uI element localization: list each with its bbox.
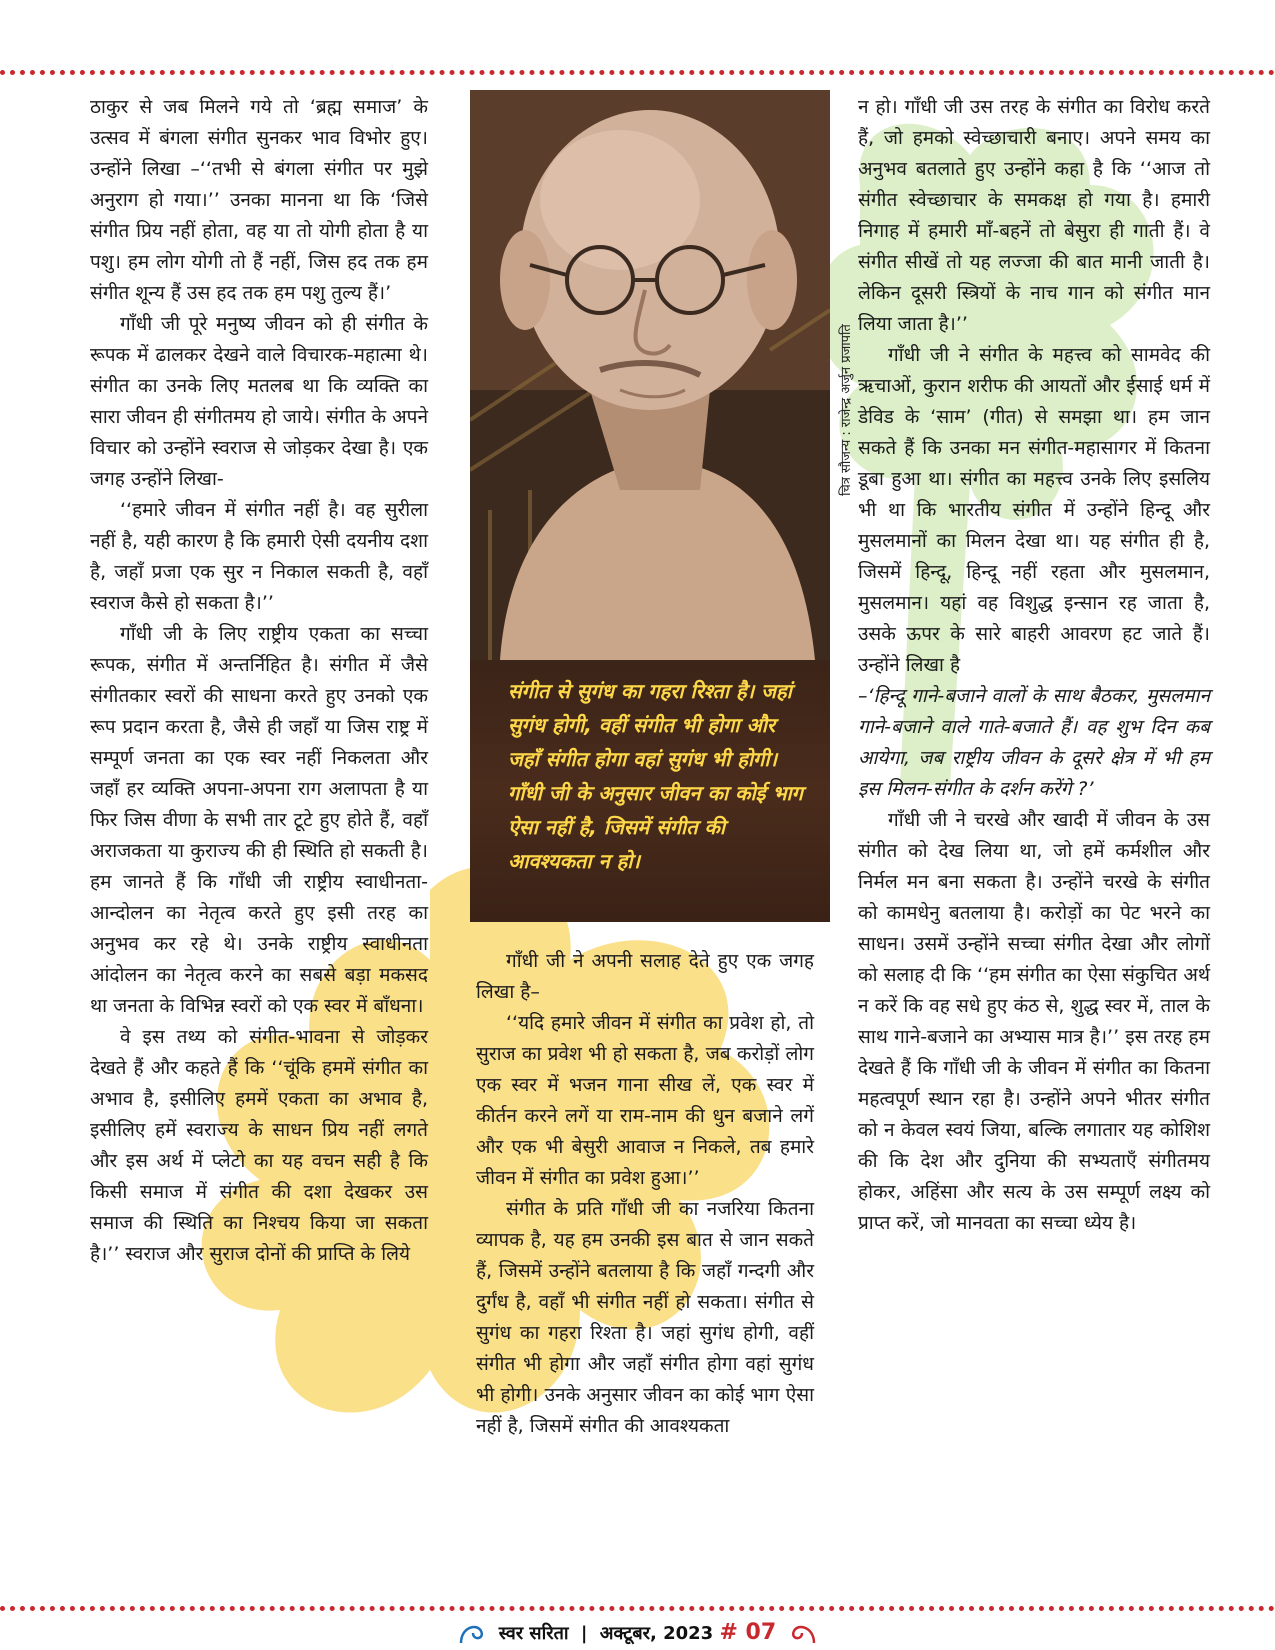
swirl-left-icon bbox=[459, 1623, 493, 1645]
photo-credit: चित्र सौजन्य : राजेन्द्र अर्जुन प्रजापति bbox=[839, 324, 854, 496]
top-dotted-border bbox=[0, 70, 1275, 75]
magazine-name: स्वर सरिता bbox=[498, 1623, 569, 1644]
quote-paragraph: ‘‘यदि हमारे जीवन में संगीत का प्रवेश हो, तो सुराज का प्रवेश भी हो सकता है, जब करोड़ों लोग एक स्वर में भजन गाना सीख लें, एक स्वर में कीर्तन करने लगें या राम-नाम की धुन बजाने लगें और एक भी बेसुरी आवाज न निकले, तब हमारे जीवन में संगीत का प्रवेश हुआ।’’ bbox=[476, 1012, 814, 1189]
gandhi-statue-photo bbox=[470, 90, 830, 660]
paragraph: संगीत के प्रति गाँधी जी का नजरिया कितना व्यापक है, यह हम उनकी इस बात से जान सकते हैं, जिसमें उन्होंने बतलाया है कि जहाँ गन्दगी और दुर्गंध है, वहाँ भी संगीत नहीं हो सकता। संगीत से सुगंध का गहरा रिश्ता है। जहां सुगंध होगी, वहीं संगीत भी होगा और जहाँ संगीत होगा वहां सुगंध भी होगी। उनके अनुसार जीवन का कोई भाग ऐसा नहीं है, जिसमें संगीत की आवश्यकता bbox=[476, 1198, 814, 1437]
page-footer bbox=[0, 1620, 1275, 1646]
swirl-right-icon bbox=[782, 1623, 816, 1645]
paragraph: न हो। गाँधी जी उस तरह के संगीत का विरोध करते हैं, जो हमको स्वेच्छाचारी बनाए। अपने समय का अनुभव बतलाते हुए उन्होंने कहा है कि ‘‘आज तो संगीत स्वेच्छाचार के समकक्ष हो गया है। हमारी निगाह में हमारी माँ-बहनें तो बेसुरा ही गाती हैं। वे संगीत सीखें तो यह लज्जा की बात मानी जाती है। लेकिन दूसरी स्त्रियों के नाच गान को संगीत मान लिया जाता है।’’ bbox=[858, 96, 1210, 335]
paragraph: ठाकुर से जब मिलने गये तो ‘ब्रह्म समाज’ के उत्सव में बंगला संगीत सुनकर भाव विभोर हुए। उन्होंने लिखा –‘‘तभी से बंगला संगीत पर मुझे अनुराग हो गया।’’ उनका मानना था कि ‘जिसे संगीत प्रिय नहीं होता, वह या तो योगी होता है या पशु। हम लोग योगी तो हैं नहीं, जिस हद तक हम संगीत शून्य हैं उस हद तक हम पशु तुल्य हैं।’ bbox=[90, 96, 428, 304]
issue-date: अक्टूबर, 2023 bbox=[599, 1623, 714, 1644]
paragraph: गाँधी जी ने संगीत के महत्त्व को सामवेद की ऋचाओं, कुरान शरीफ की आयतों और ईसाई धर्म में डेविड के ‘साम’ (गीत) से समझा था। हम जान सकते हैं कि उनका मन संगीत-महासागर में कितना डूबा हुआ था। संगीत का महत्त्व उनके लिए इसलिय भी था कि भारतीय संगीत में उन्होंने हिन्दू और मुसलमानों का मिलन देखा था। यह संगीत ही है, जिसमें हिन्दू, हिन्दू नहीं रहता और मुसलमान, मुसलमान। यहां वह विशुद्ध इन्सान रह जाता है, उसके ऊपर के सारे बाहरी आवरण हट जाते हैं। उन्होंने लिखा है bbox=[858, 344, 1210, 676]
article-column-middle bbox=[476, 946, 814, 1442]
pull-quote-text: संगीत से सुगंध का गहरा रिश्ता है। जहां सुगंध होगी, वहीं संगीत भी होगा और जहाँ संगीत होगा वहां सुगंध भी होगी। गाँधी जी के अनुसार जीवन का कोई भाग ऐसा नहीं है, जिसमें संगीत की आवश्यकता न हो। bbox=[508, 679, 803, 873]
paragraph: गाँधी जी पूरे मनुष्य जीवन को ही संगीत के रूपक में ढालकर देखने वाले विचारक-महात्मा थे। संगीत का उनके लिए मतलब था कि व्यक्ति का सारा जीवन ही संगीतमय हो जाये। संगीत के अपने विचार को उन्होंने स्वराज से जोड़कर देखा है। एक जगह उन्होंने लिखा- bbox=[90, 313, 428, 490]
pull-quote-box bbox=[470, 660, 830, 922]
paragraph: गाँधी जी के लिए राष्ट्रीय एकता का सच्चा रूपक, संगीत में अन्तर्निहित है। संगीत में जैसे संगीतकार स्वरों की साधना करते हुए उनको एक रूप प्रदान करता है, जैसे ही जहाँ या जिस राष्ट्र में सम्पूर्ण जनता का एक स्वर नहीं निकलता और जहाँ हर व्यक्ति अपना-अपना राग अलापता है या फिर जिस वीणा के सभी तार टूटे हुए होते हैं, वहाँ अराजकता या कुराज्य की ही स्थिति हो सकती है। हम जानते हैं कि गाँधी जी राष्ट्रीय स्वाधीनता-आन्दोलन का नेतृत्व करते हुए इसी तरह का अनुभव कर रहे थे। उनके राष्ट्रीय स्वाधीनता आंदोलन का नेतृत्व करने का सबसे बड़ा मकसद था जनता के विभिन्न स्वरों को एक स्वर में बाँधना। bbox=[90, 623, 428, 1017]
italic-quote-paragraph: –‘हिन्दू गाने-बजाने वालों के साथ बैठकर, मुसलमान गाने-बजाने वाले गाते-बजाते हैं। वह शुभ दिन कब आयेगा, जब राष्ट्रीय जीवन के दूसरे क्षेत्र में भी हम इस मिलन-संगीत के दर्शन करेंगे ?’ bbox=[858, 685, 1210, 800]
quote-paragraph: ‘‘हमारे जीवन में संगीत नहीं है। वह सुरीला नहीं है, यही कारण है कि हमारी ऐसी दयनीय दशा है, जहाँ प्रजा एक सुर न निकाल सकती है, वहाँ स्वराज कैसे हो सकता है।’’ bbox=[90, 499, 428, 614]
footer-separator: | bbox=[580, 1623, 588, 1644]
paragraph: गाँधी जी ने अपनी सलाह देते हुए एक जगह लिखा है– bbox=[476, 950, 814, 1003]
paragraph: वे इस तथ्य को संगीत-भावना से जोड़कर देखते हैं और कहते हैं कि ‘‘चूंकि हममें संगीत का अभाव है, इसीलिए हममें एकता का अभाव है, इसीलिए हमें स्वराज्य के साधन प्रिय नहीं लगते और इस अर्थ में प्लेटो का यह वचन सही है कि किसी समाज में संगीत की दशा देखकर उस समाज की स्थिति का निश्चय किया जा सकता है।’’ स्वराज और सुराज दोनों की प्राप्ति के लिये bbox=[90, 1026, 428, 1265]
page-number: # 07 bbox=[719, 1620, 777, 1645]
article-column-left bbox=[90, 92, 428, 1270]
paragraph: गाँधी जी ने चरखे और खादी में जीवन के उस संगीत को देख लिया था, जो हमें कर्मशील और निर्मल मन बना सकता है। उन्होंने चरखे के संगीत को कामधेनु बतलाया है। करोड़ों का पेट भरने का साधन। उसमें उन्होंने सच्चा संगीत देखा और लोगों को सलाह दी कि ‘‘हम संगीत का ऐसा संकुचित अर्थ न करें कि वह सधे हुए कंठ से, शुद्ध स्वर में, ताल के साथ गाने-बजाने का अभ्यास मात्र है।’’ इस तरह हम देखते हैं कि गाँधी जी के जीवन में संगीत का कितना महत्वपूर्ण स्थान रहा है। उन्होंने अपने भीतर संगीत को न केवल स्वयं जिया, बल्कि लगातार यह कोशिश की कि देश और दुनिया की सभ्यताएँ संगीतमय होकर, अहिंसा और सत्य के उस सम्पूर्ण लक्ष्य को प्राप्त करें, जो मानवता का सच्चा ध्येय है। bbox=[858, 809, 1210, 1234]
bottom-dotted-border bbox=[0, 1606, 1275, 1611]
article-column-right bbox=[858, 92, 1210, 1239]
